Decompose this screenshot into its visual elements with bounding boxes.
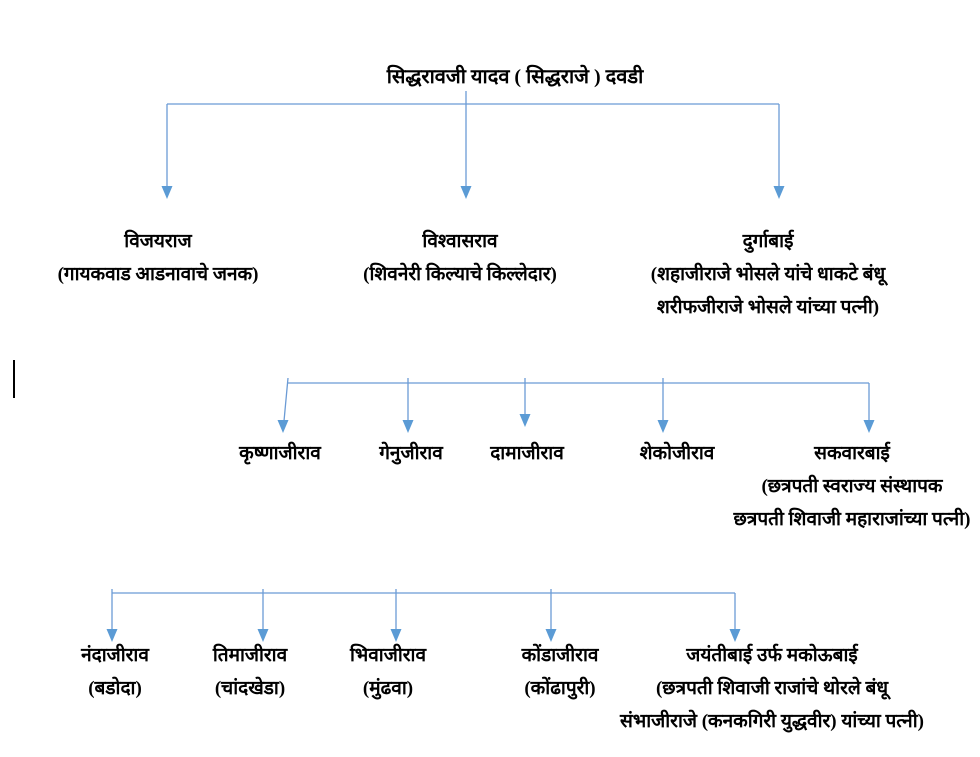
person-name: भिवाजीराव: [349, 645, 427, 666]
node-jayantibai: [597, 639, 947, 738]
node-krushnajirao: [210, 437, 350, 470]
node-bhivajirao: [318, 639, 458, 705]
node-siddhravji-root: [290, 62, 740, 92]
person-note: संभाजीराजे (कनकगिरी युद्धवीर) यांच्या पत्नी): [620, 711, 924, 732]
person-name: सकवारबाई: [814, 443, 890, 464]
arrowhead: [520, 414, 531, 427]
node-vishwasrao: [325, 225, 595, 291]
node-durgabai: [603, 225, 933, 324]
person-name: गेनुजीराव: [379, 443, 443, 464]
arrowhead: [461, 186, 472, 199]
gen4-connector: [107, 589, 741, 642]
person-name: कृष्णाजीराव: [239, 443, 321, 464]
node-nandajirao: [45, 639, 185, 705]
person-note: (छत्रपती शिवाजी राजांचे थोरले बंधू: [655, 678, 889, 699]
person-name: विश्वासराव: [422, 231, 498, 252]
person-name: नंदाजीराव: [81, 645, 149, 666]
person-name: दुर्गाबाई: [742, 231, 794, 252]
person-note: (कोंढापुरी): [524, 678, 596, 699]
node-vijayaraj: [23, 225, 293, 291]
person-note: शरीफजीराजे भोसले यांच्या पत्नी): [656, 297, 880, 318]
arrowhead: [278, 420, 289, 433]
person-note: (शहाजीराजे भोसले यांचे धाकटे बंधू: [650, 264, 886, 285]
text-cursor-artifact: [13, 360, 15, 398]
person-name: विजयराज: [124, 231, 192, 252]
person-note: छत्रपती शिवाजी महाराजांच्या पत्नी): [733, 509, 971, 530]
arrowhead: [864, 420, 875, 433]
arrowhead: [658, 420, 669, 433]
arrowhead: [162, 186, 173, 199]
person-note: (गायकवाड आडनावाचे जनक): [57, 264, 259, 285]
person-name: शेकोजीराव: [639, 443, 715, 464]
person-name: दामाजीराव: [490, 443, 564, 464]
person-note: (चांदखेडा): [214, 678, 286, 699]
person-note: (बडोदा): [88, 678, 142, 699]
person-note: (छत्रपती स्वराज्य संस्थापक: [761, 476, 943, 497]
node-damajirao: [457, 437, 597, 470]
person-name: कोंडाजीराव: [521, 645, 599, 666]
gen3-connector: [278, 378, 875, 433]
person-name: जयंतीबाई उर्फ मकोऊबाई: [686, 645, 858, 666]
person-note: (मुंढवा): [362, 678, 414, 699]
node-timajirao: [180, 639, 320, 705]
node-sakvarbai: [702, 437, 980, 536]
person-note: (शिवनेरी किल्याचे किल्लेदार): [363, 264, 557, 285]
gen2-connector: [162, 91, 785, 199]
arrowhead: [403, 420, 414, 433]
person-name: तिमाजीराव: [212, 645, 288, 666]
person-name: सिद्धरावजी यादव ( सिद्धराजे ) दवडी: [386, 66, 644, 88]
arrowhead: [774, 186, 785, 199]
